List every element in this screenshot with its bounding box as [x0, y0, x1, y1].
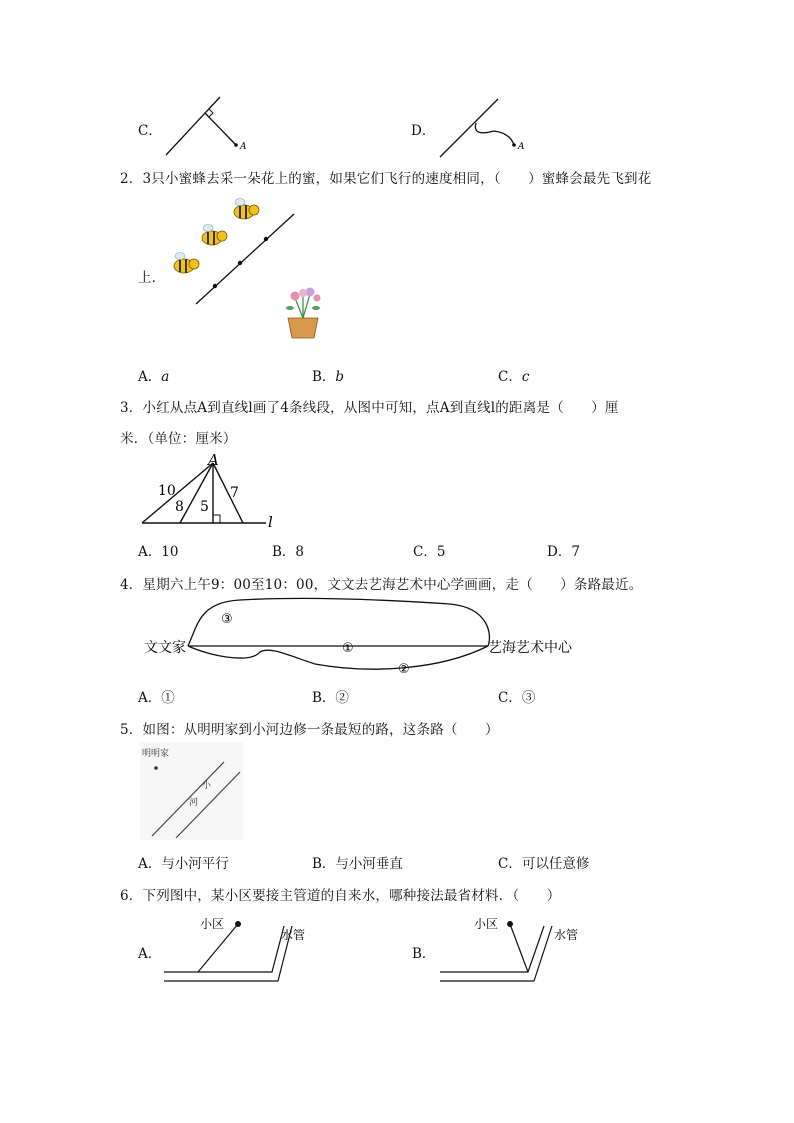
option-prefix: A．	[138, 369, 162, 385]
q3-option-b[interactable]: B．8	[272, 544, 305, 560]
q3-option-d[interactable]: D．7	[547, 544, 580, 560]
q5-option-c[interactable]: C．可以任意修	[498, 856, 590, 872]
route-label: ③	[221, 612, 233, 627]
q2-option-a[interactable]	[138, 365, 169, 385]
option-prefix: C．	[498, 369, 522, 385]
q4-option-a[interactable]: A．①	[138, 690, 175, 706]
question-6-text: 6．下列图中，某小区要接主管道的自来水，哪种接法最省材料．（ ）	[120, 888, 561, 904]
pipe-figure-b	[436, 910, 591, 986]
option-d-label: D．	[411, 123, 436, 139]
distance-figure	[140, 453, 280, 533]
q2-option-c[interactable]	[498, 365, 529, 385]
pipe-label: 水管	[554, 928, 579, 942]
end-label: 艺海艺术中心	[488, 640, 572, 656]
question-4-text: 4．星期六上午9：00至10：00，文文去艺海艺术中心学画画，走（ ）条路最近。	[120, 577, 643, 593]
q4-option-c[interactable]: C．③	[498, 690, 536, 706]
flower-pot-icon	[286, 288, 321, 339]
community-label: 小区	[474, 917, 499, 931]
river-label: 河	[189, 798, 199, 808]
length-label: 5	[200, 499, 209, 515]
q3-option-c[interactable]: C．5	[413, 544, 446, 560]
option-value: a	[161, 369, 170, 385]
community-label: 小区	[200, 917, 225, 931]
q6-option-b[interactable]: B．	[412, 946, 436, 962]
bee-icon	[234, 199, 259, 220]
q3-option-a[interactable]: A．10	[138, 544, 179, 560]
route-label: ②	[398, 662, 410, 677]
option-c-label: C．	[138, 123, 162, 139]
point-a-label: A	[240, 142, 247, 152]
question-5-text: 5．如图：从明明家到小河边修一条最短的路，这条路（ ）	[120, 722, 499, 738]
question-3-text-cont: 米．（单位：厘米）	[120, 431, 237, 447]
q5-option-a[interactable]: A．与小河平行	[138, 856, 229, 872]
route-label: ①	[342, 641, 354, 656]
option-value: b	[335, 369, 345, 385]
length-label: 7	[230, 485, 239, 501]
q4-option-b[interactable]: B．②	[312, 690, 349, 706]
question-2-text-cont: 上．	[138, 270, 166, 286]
bee-icon	[202, 225, 227, 246]
line-l-label: l	[268, 513, 273, 531]
length-label: 8	[175, 499, 184, 515]
bees-flower-figure	[160, 190, 335, 350]
q2-option-b[interactable]	[312, 365, 344, 385]
option-prefix: B．	[312, 369, 336, 385]
q6-option-a[interactable]: A．	[138, 946, 162, 962]
point-a-label: A	[518, 142, 525, 152]
home-label: 明明家	[142, 749, 170, 759]
length-label: 10	[158, 483, 176, 499]
routes-figure	[140, 596, 600, 680]
question-3-text: 3．小红从点A到直线l画了4条线段，从图中可知，点A到直线l的距离是（ ）厘	[120, 400, 619, 416]
q5-option-b[interactable]: B．与小河垂直	[312, 856, 403, 872]
river-figure	[140, 742, 245, 842]
pipe-label: 水管	[281, 928, 306, 942]
point-a-label: A	[208, 451, 219, 469]
river-label: 小	[202, 781, 212, 791]
bee-icon	[174, 253, 199, 274]
option-c-figure	[160, 95, 250, 160]
option-d-figure	[436, 97, 531, 162]
option-value: c	[521, 369, 530, 385]
start-label: 文文家	[144, 640, 186, 656]
question-2-text: 2．3只小蜜蜂去采一朵花上的蜜，如果它们飞行的速度相同，（ ）蜜蜂会最先飞到花	[120, 171, 652, 187]
pipe-figure-a	[160, 910, 315, 986]
